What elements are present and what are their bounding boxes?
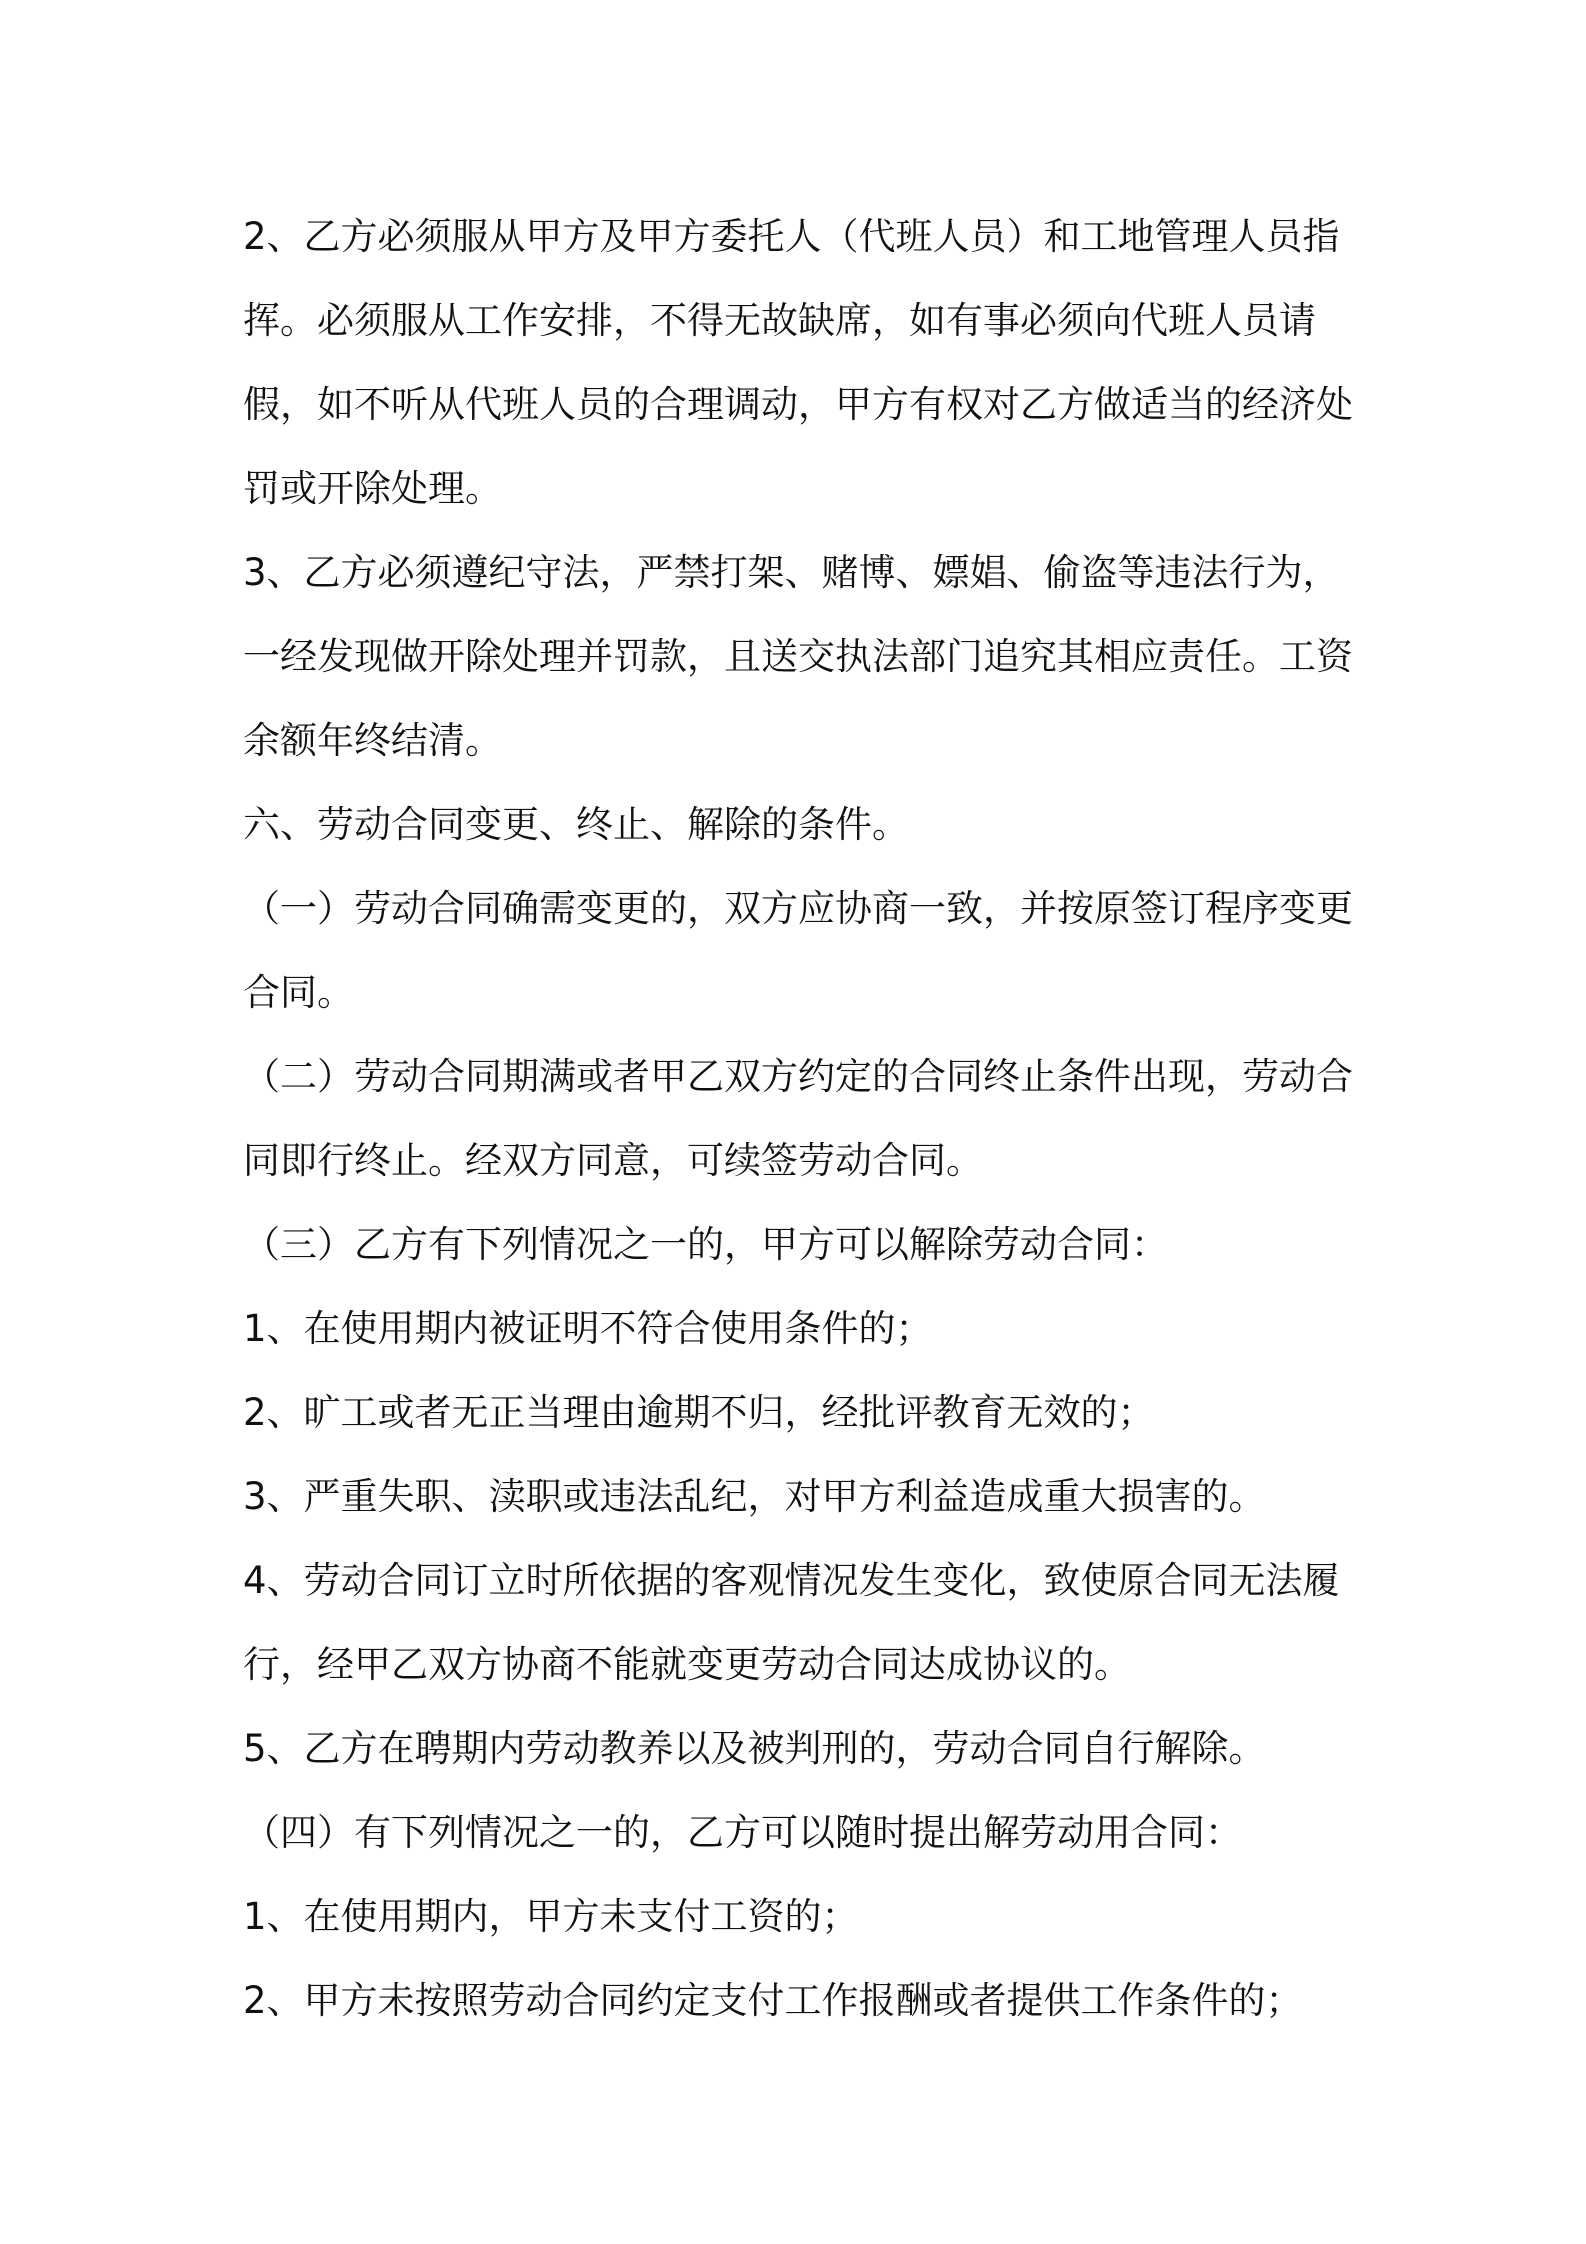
list-item: 2、甲方未按照劳动合同约定支付工作报酬或者提供工作条件的； — [243, 1979, 1303, 2022]
list-item: 3、严重失职、渎职或违法乱纪，对甲方利益造成重大损害的。 — [243, 1475, 1266, 1518]
paragraph-item-two: （二）劳动合同期满或者甲乙双方约定的合同终止条件出现，劳动合同即行终止。经双方同意，可续签劳动合同。 — [243, 1055, 1353, 1182]
paragraph-item-one: （一）劳动合同确需变更的，双方应协商一致，并按原签订程序变更合同。 — [243, 887, 1353, 1014]
list-item: 1、在使用期内被证明不符合使用条件的； — [243, 1307, 933, 1350]
list-item: 4、劳动合同订立时所依据的客观情况发生变化，致使原合同无法履行，经甲乙双方协商不能就变更劳动合同达成协议的。 — [243, 1559, 1340, 1686]
list-item: 2、旷工或者无正当理由逾期不归，经批评教育无效的； — [243, 1391, 1155, 1434]
document-body — [243, 195, 1358, 2043]
paragraph-clause-3-law: 3、乙方必须遵纪守法，严禁打架、赌博、嫖娼、偷盗等违法行为，一经发现做开除处理并罚款，且送交执法部门追究其相应责任。工资余额年终结清。 — [243, 551, 1353, 762]
paragraph-item-four: （四）有下列情况之一的，乙方可以随时提出解劳动用合同： — [243, 1811, 1242, 1854]
list-item: 1、在使用期内，甲方未支付工资的； — [243, 1895, 859, 1938]
paragraph-item-three: （三）乙方有下列情况之一的，甲方可以解除劳动合同： — [243, 1223, 1168, 1266]
paragraph-clause-2-obey: 2、乙方必须服从甲方及甲方委托人（代班人员）和工地管理人员指挥。必须服从工作安排，不得无故缺席，如有事必须向代班人员请假，如不听从代班人员的合理调动，甲方有权对乙方做适当的经济处罚或开除处理。 — [243, 215, 1353, 510]
list-item: 5、乙方在聘期内劳动教养以及被判刑的，劳动合同自行解除。 — [243, 1727, 1266, 1770]
section-heading-six: 六、劳动合同变更、终止、解除的条件。 — [243, 803, 909, 846]
